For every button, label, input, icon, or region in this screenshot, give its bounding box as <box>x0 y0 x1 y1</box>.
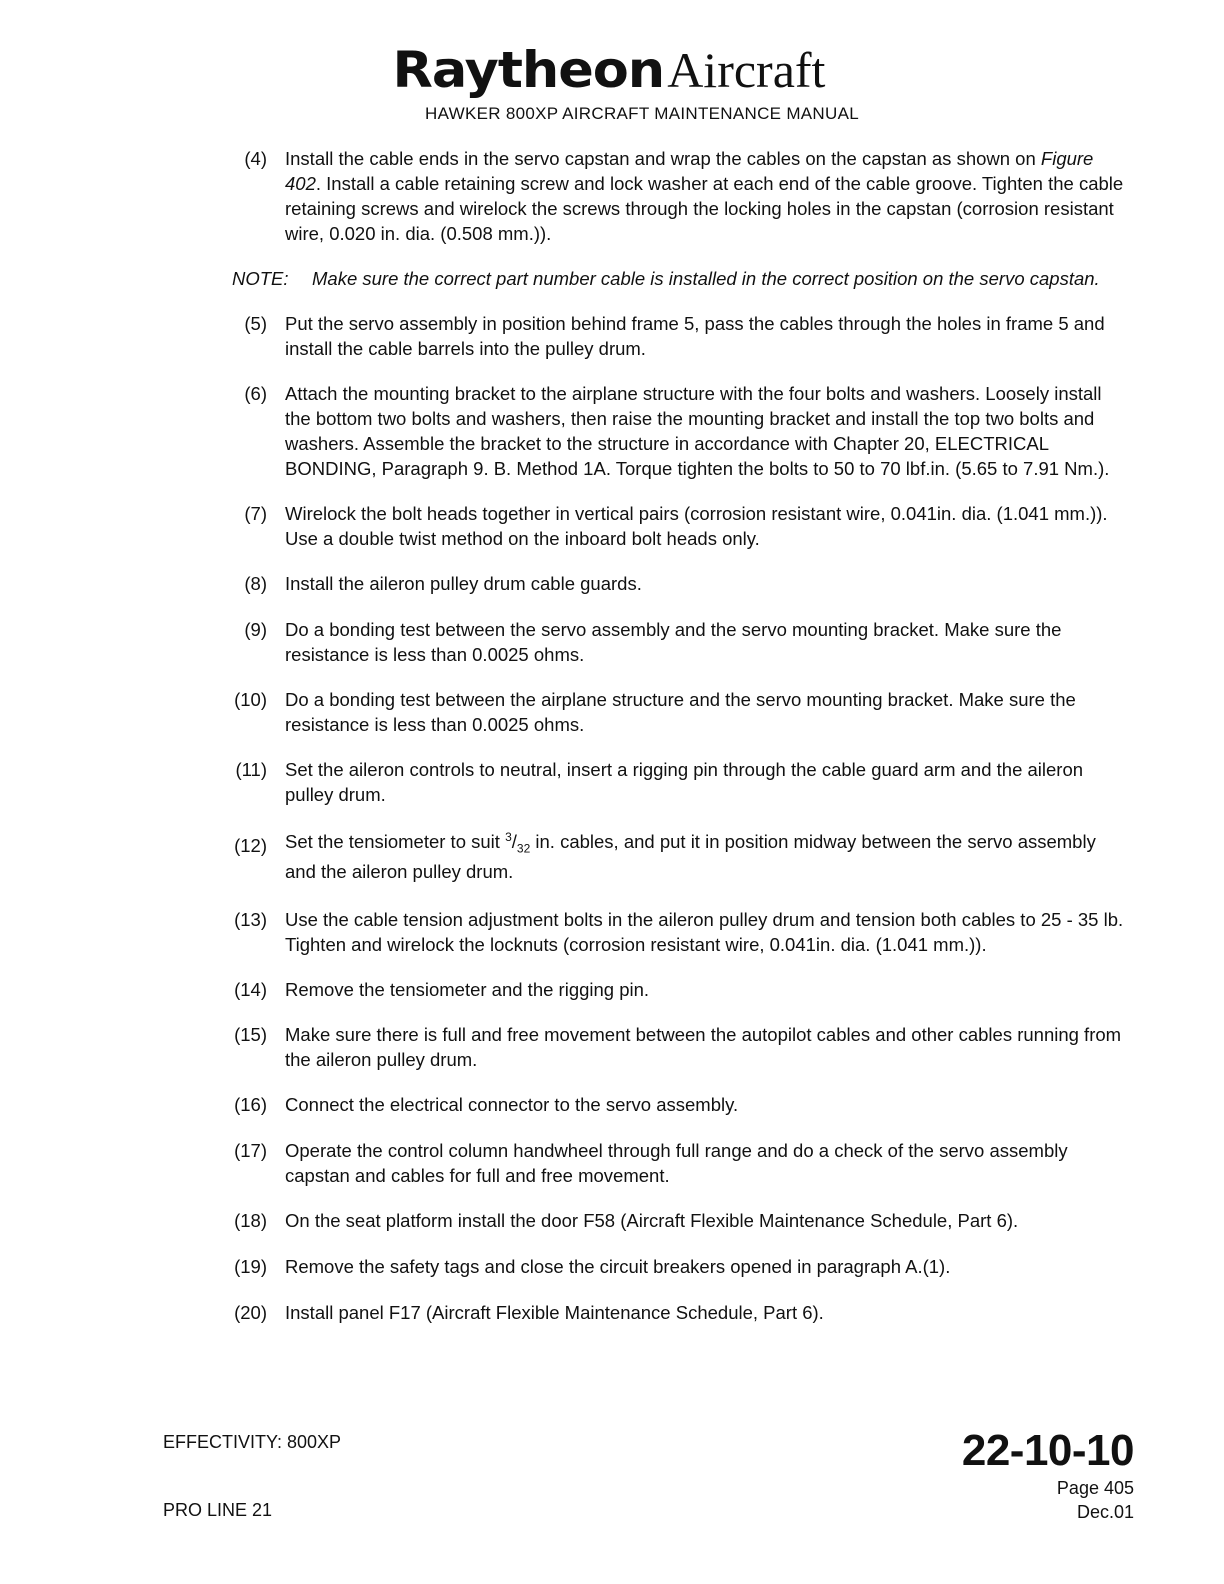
fraction-denominator: 32 <box>516 841 531 856</box>
step-number: (19) <box>234 1256 267 1277</box>
procedure-body <box>0 146 1224 1325</box>
chapter-number: 22-10-10 <box>961 1426 1134 1475</box>
note-text: Make sure the correct part number cable is installed in the correct position on the servo capstan. <box>312 268 1100 289</box>
page-header <box>0 40 1224 124</box>
step-text: Install the cable ends in the servo capstan and wrap the cables on the capstan as shown on Figure 402. Install a cable retaining screw and lock washer at each end of the cable groove. Tighten the cable retaining screws and wirelock the screws through the locking holes in the capstan (corrosion resistant wire, 0.020 in. dia. (0.508 mm.)). <box>285 148 1124 244</box>
step-20 <box>0 1300 1224 1325</box>
step-text: Wirelock the bolt heads together in vertical pairs (corrosion resistant wire, 0.041in. dia. (1.041 mm.)). Use a double twist method on the inboard bolt heads only. <box>285 503 1108 549</box>
step-10 <box>0 687 1224 737</box>
step-text: Attach the mounting bracket to the airplane structure with the four bolts and washers. Loosely install the bottom two bolts and washers, then raise the mounting bracket and install the top two bolts and washers. Assemble the bracket to the structure in accordance with Chapter 20, ELECTRICAL BONDING, Paragraph 9. B. Method 1A. Torque tighten the bolts to 50 to 70 lbf.in. (5.65 to 7.91 Nm.). <box>285 383 1110 479</box>
step-11 <box>0 757 1224 807</box>
step-number: (16) <box>234 1094 267 1115</box>
step-7 <box>0 501 1224 551</box>
step-6 <box>0 381 1224 481</box>
step-17 <box>0 1138 1224 1188</box>
step-number: (9) <box>244 619 267 640</box>
page-number: Page 405 <box>1056 1478 1134 1498</box>
step-18 <box>0 1208 1224 1233</box>
page-identifier <box>962 1426 1134 1524</box>
step-number: (15) <box>234 1024 267 1045</box>
note-label: NOTE: <box>232 268 289 289</box>
step-text: Do a bonding test between the servo assembly and the servo mounting bracket. Make sure the resistance is less than 0.0025 ohms. <box>285 619 1062 665</box>
step-16 <box>0 1092 1224 1117</box>
step-number: (13) <box>234 909 267 930</box>
step-number: (5) <box>244 313 267 334</box>
logo-word: Aircraft <box>667 42 826 98</box>
raytheon-logo <box>0 40 1224 100</box>
step-number: (11) <box>235 759 267 780</box>
step-text: Operate the control column handwheel through full range and do a check of the servo assembly capstan and cables for full and free movement. <box>285 1140 1068 1186</box>
step-19 <box>0 1254 1224 1279</box>
step-14 <box>0 977 1224 1002</box>
step-text: On the seat platform install the door F58 (Aircraft Flexible Maintenance Schedule, Part 6). <box>285 1210 1019 1231</box>
fraction-numerator: 3 <box>505 829 512 844</box>
step-number: (10) <box>234 689 267 710</box>
step-number: (6) <box>244 383 267 404</box>
step-text: Set the aileron controls to neutral, insert a rigging pin through the cable guard arm and the aileron pulley drum. <box>285 759 1084 805</box>
step-text: Remove the tensiometer and the rigging pin. <box>285 979 650 1000</box>
step-15 <box>0 1022 1224 1072</box>
proline-label: PRO LINE 21 <box>163 1500 273 1520</box>
step-number: (20) <box>234 1302 267 1323</box>
effectivity: EFFECTIVITY: 800XP <box>163 1432 342 1452</box>
step-12 <box>0 827 1224 887</box>
logo-brand: Raytheon <box>392 41 664 99</box>
step-number: (4) <box>244 148 267 169</box>
step-text: Connect the electrical connector to the servo assembly. <box>285 1094 739 1115</box>
step-text: Use the cable tension adjustment bolts in the aileron pulley drum and tension both cables to 25 - 35 lb. Tighten and wirelock the locknuts (corrosion resistant wire, 0.041in. dia. (1.041 mm.)). <box>285 909 1124 955</box>
figure-reference: Figure 402 <box>285 148 1094 194</box>
step-13 <box>0 907 1224 957</box>
step-text: Install the aileron pulley drum cable guards. <box>285 573 642 594</box>
manual-title: HAWKER 800XP AIRCRAFT MAINTENANCE MANUAL <box>425 104 859 123</box>
step-number: (7) <box>244 503 267 524</box>
step-text: Do a bonding test between the airplane structure and the servo mounting bracket. Make sure the resistance is less than 0.0025 ohms. <box>285 689 1076 735</box>
step-number: (17) <box>234 1140 267 1161</box>
step-number: (18) <box>234 1210 267 1231</box>
step-8 <box>0 571 1224 596</box>
note <box>0 266 1224 291</box>
step-number: (12) <box>234 835 267 856</box>
revision-date: Dec.01 <box>1076 1502 1134 1522</box>
step-number: (8) <box>244 573 267 594</box>
step-9 <box>0 617 1224 667</box>
step-text: Put the servo assembly in position behind frame 5, pass the cables through the holes in frame 5 and install the cable barrels into the pulley drum. <box>285 313 1105 359</box>
step-text: Install panel F17 (Aircraft Flexible Maintenance Schedule, Part 6). <box>285 1302 824 1323</box>
step-text: Set the tensiometer to suit $^3/_{32}$ in. cables, and put it in position midway between the servo assembly and the aileron pulley drum. <box>285 829 1096 882</box>
step-text: Make sure there is full and free movement between the autopilot cables and other cables running from the aileron pulley drum. <box>285 1024 1122 1070</box>
step-5 <box>0 311 1224 361</box>
step-number: (14) <box>234 979 267 1000</box>
step-text: Remove the safety tags and close the circuit breakers opened in paragraph A.(1). <box>285 1256 951 1277</box>
step-4 <box>0 146 1224 246</box>
